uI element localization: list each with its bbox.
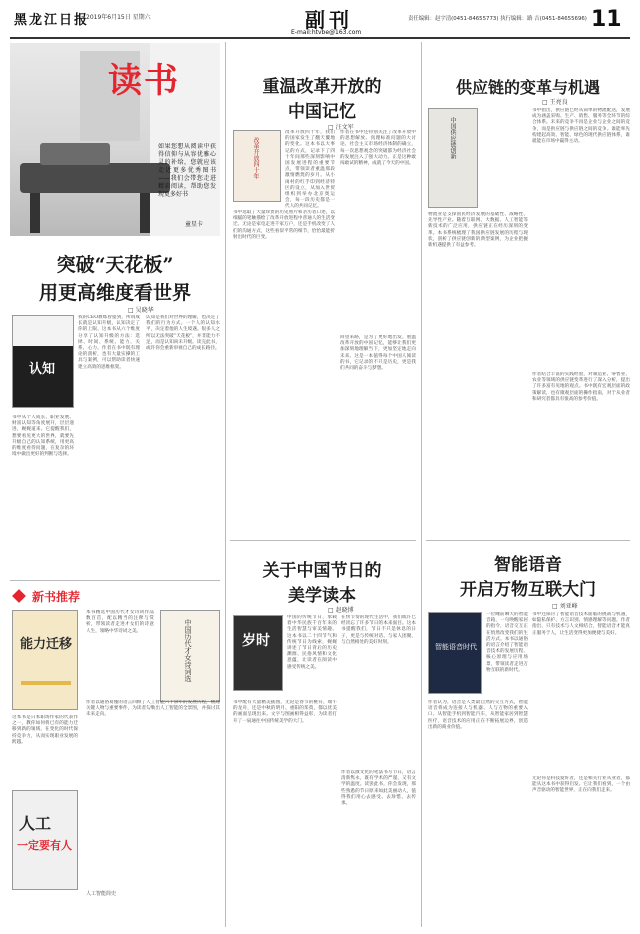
book1-cover	[12, 610, 78, 710]
reading-intro: 如果您想从阅读中获得信仰与从容优雅心灵的补给，您就应该走近更多优秀图书——我们会带您走进精彩阅读，帮助您发现更多好书	[158, 143, 216, 198]
new-books-label-box	[12, 588, 104, 605]
article5-title-line1: 智能语音	[494, 555, 562, 575]
book3-cover-line2: 一定要有人	[17, 839, 72, 852]
article4-book-cover	[428, 108, 478, 208]
date-line: 2019年6月15日 星期六	[86, 14, 151, 21]
article3-book-cover	[233, 615, 283, 691]
article1-book-cover	[12, 315, 74, 408]
article3-book-label: 岁时	[242, 633, 270, 649]
article1-title-line2: 用更高维度看世界	[38, 282, 191, 304]
article4-body1: 物流业是支撑国民经济发展的基础性、战略性、先导性产业。随着互联网、大数据、人工智能等新技术的广泛应用，供应链正在经历深刻的变革。本书系统梳理了我国供应链发展的历程与现状，剖析了供应链创新的典型案例，为企业把握新机遇提供了有益参考。	[428, 212, 528, 249]
article5-body3: 书中还探讨了智能语音技术面临的挑战与机遇，如隐私保护、方言识别、情感理解等问题。作者指出，只有技术与人文相结合，智能语音才能真正服务于人，让生活变得更加便捷与美好。	[532, 612, 630, 636]
article2-body4: 回望来路，是为了更好地出发。重温改革开放的中国记忆，能够让我们更加深刻地理解当下，更加坚定地走向未来。这是一本值得每个中国人阅读的书，它记录的不只是历史，更是我们共同的奋斗与梦想。	[340, 335, 416, 372]
article1-body2: 认知是我们对世界的理解，也决定了我们的行为方式。一个人的认知水平，决定着他的人生境遇。很多人之所以无法突破“天花板”，并非能力不足，而是认知尚未升级。读完此书，或许你会重新审视自己的成长路径。	[146, 315, 220, 352]
editor-info: 责任编辑：赵宇清(0451-84655773) 执行编辑：路 吉(0451-84655696)	[408, 16, 587, 22]
reading-title: 读书	[108, 61, 180, 101]
book3-cover-line1: 人工	[19, 814, 52, 833]
right-divider	[426, 540, 630, 541]
article1-book-title: 认知	[29, 362, 56, 377]
article2-book-label: 改革开放四十年	[252, 137, 259, 179]
article2-body2: 书中选取了大量珍贵的历史照片和亲历者口述，以细腻的笔触描绘了改革开放进程中普通人的生活变迁。无论是家电走进千家万户，还是手机改变了人们的沟通方式，这些看似平常的细节，恰恰最能折射出时代的巨变。	[233, 210, 335, 240]
book2-desc: 本书精选中国历代才女诗词作品数百首，配以精当的注释与赏析，带领读者走进才女们的诗意人生，领略中华诗词之美。	[86, 610, 154, 634]
article5-body4: 无论你是科技爱好者，还是相关行业从业者，都能从这本书中获得启发。它让我们看到，一个由声音驱动的智能世界，正在向我们走来。	[532, 776, 630, 794]
book3-desc: 作者以通俗易懂的语言回顾了人工智能六十余年的发展历程，梳理关键人物与重要事件，为读者勾勒出人工智能的全景图，并探讨其未来走向。	[86, 700, 220, 718]
new-books-icon	[12, 589, 26, 603]
article4-author: □ 王亮良	[542, 99, 568, 106]
section-email: E-mail:htvbe@163.com	[291, 29, 362, 36]
section-name: 副刊	[305, 8, 353, 32]
article3-title-line2: 美学读本	[288, 586, 356, 606]
article4-book-label: 中国供应链创新	[449, 117, 456, 159]
new-books-label: 新书推荐	[32, 590, 81, 604]
reading-section	[10, 43, 220, 236]
book3-cover	[12, 790, 78, 890]
mid-divider	[230, 540, 416, 541]
left-divider	[10, 580, 220, 581]
article2-body1: 改革开放四十年，我们的国家发生了翻天覆地的变化。这本书以大事记的方式，记录下了四十年间那些深刻影响中国发展进程的重要节点，带领读者重温那段激情燃烧的岁月。从小岗村的红手印到经济特区的设立，从加入世贸组织到举办北京奥运会，每一段历史都是一代人的共同记忆。	[285, 130, 335, 210]
article2-body3: 作者在书中还特别关注了改革开放中的思想解放。真理标准问题的大讨论、社会主义市场经济体制的确立，每一次思想观念的突破都为经济社会的发展注入了强大动力。正是这种敢闯敢试的精神，成就了今天的中国。	[340, 130, 416, 167]
book2-cover	[160, 610, 220, 702]
article4-body2: 书中指出，供应链已经从简单的物流配送，发展成为涵盖采购、生产、销售、服务等全环节的综合体系。未来的竞争不再是企业与企业之间的竞争，而是供应链与供应链之间的竞争。谁能率先构建起高效、智能、绿色的现代供应链体系，谁就能在市场中赢得主动。	[532, 108, 630, 145]
book1-desc: 这本书是日本职场作家的代表作之一，教你如何将已有的能力迁移到新的领域，在变化的时代保持竞争力，从而实现职业发展的跨越。	[12, 715, 78, 745]
article4-body3: 作者结合丰富的实践经验，对制造业、零售业、农业等领域的供应链变革进行了深入分析，提出了许多富有见地的观点。书中既有宏观层面的政策解读，也有微观层面的操作指南，对于从业者和研究者都具有很高的参考价值。	[532, 372, 630, 402]
article3-body2: 书中配有大量精美插图，无论是春节的桃符、端午的龙舟，还是中秋的明月、重阳的茱萸，都以优美的画面呈现出来。文字与图画相得益彰，为读者打开了一扇通往中国传统美学的大门。	[233, 700, 337, 724]
reading-editor-signature: 童星卡	[185, 221, 204, 228]
article1-title-line1: 突破“天花板”	[56, 254, 174, 276]
book3-title: 人工智能简史	[86, 891, 117, 897]
col-divider-1	[225, 42, 226, 927]
article5-title-line2: 开启万物互联大门	[460, 580, 596, 600]
page-number: 11	[591, 7, 622, 32]
article2-title-line2: 中国记忆	[288, 102, 356, 122]
article3-title-line1: 关于中国节日的	[262, 561, 382, 581]
article3-body1: 中国的传统节日，承载着中华民族千百年来的生活智慧与审美情趣。这本书以二十四节气和传统节日为线索，娓娓讲述了节日背后的历史渊源、民俗风情和文化意蕴，让读者在阅读中感受传统之美。	[287, 615, 337, 670]
article5-book-cover	[428, 612, 482, 694]
article5-body2: 作者认为，语音是人类最自然的交互方式，智能语音将成为连接人与机器、人与万物的重要入口。从智能手机到智能汽车，从智能家居到智慧医疗，语音技术的应用正在不断拓展边界，创造出新的商业价值。	[428, 700, 528, 730]
article2-book-cover	[233, 130, 281, 202]
article3-body3: 在快节奏的现代生活中，我们或许已经淡忘了许多节日的本来面目。这本书提醒我们，节日不只是休息的日子，更是与传统对话、与家人团聚、与自然相处的美好时刻。	[341, 615, 416, 645]
article5-body1: 一位睡前聊天的智能音箱，一句唤醒家居的指令，语音交互正在悄然改变我们的生活方式。本书以通俗的语言介绍了智能语音技术的发展历程、核心原理与应用场景，带领读者走进万物互联的新时代。	[486, 612, 528, 673]
paper-logo: 黑龙江日报	[14, 13, 90, 28]
article1-body3: 书中从个人成长、职业发展、财富认知等角度展开，层层递进，娓娓道来。它提醒我们，想要看见更大的世界，就要先升级自己的认知系统，用更高的维度看待问题，在复杂的环境中做出更好的判断与选择。	[12, 415, 74, 458]
col-divider-2	[421, 42, 422, 927]
article3-body4: 作者以散文化的笔法书写节日，语言清新隽永，既有学术的严谨，又有文学的温度。读罢此书，你会发现，那些熟悉的节日原来如此美丽动人，值得我们用心去感受、去珍惜、去传承。	[341, 770, 416, 807]
article1-author: □ 吴晓华	[128, 307, 154, 314]
article2-title-line1: 重温改革开放的	[262, 77, 382, 97]
article5-author: □ 刘亚峰	[552, 603, 578, 610]
masthead	[0, 0, 640, 38]
book1-title: 能力迁移	[19, 637, 72, 652]
article5-book-label: 智能语音时代	[435, 643, 477, 651]
book2-title: 中国历代才女诗词选	[184, 619, 192, 682]
article3-author: □ 赵晓博	[328, 607, 354, 614]
article4-title: 供应链的变革与机遇	[455, 78, 600, 97]
article2-author: □ 汪文军	[328, 124, 354, 131]
article1-body1: 我的CEO教练曾提到，所谓成长就是认知升级，认知决定了你的上限。这本书从六个维度分享了认知升级的方法：选择、时间、系统、能力、关系、心力。作者在书中既有理论的剖析，也有大量实操的工具与案例，可以帮助读者快速建立高效的思维框架。	[78, 315, 140, 370]
masthead-rule	[10, 37, 630, 39]
